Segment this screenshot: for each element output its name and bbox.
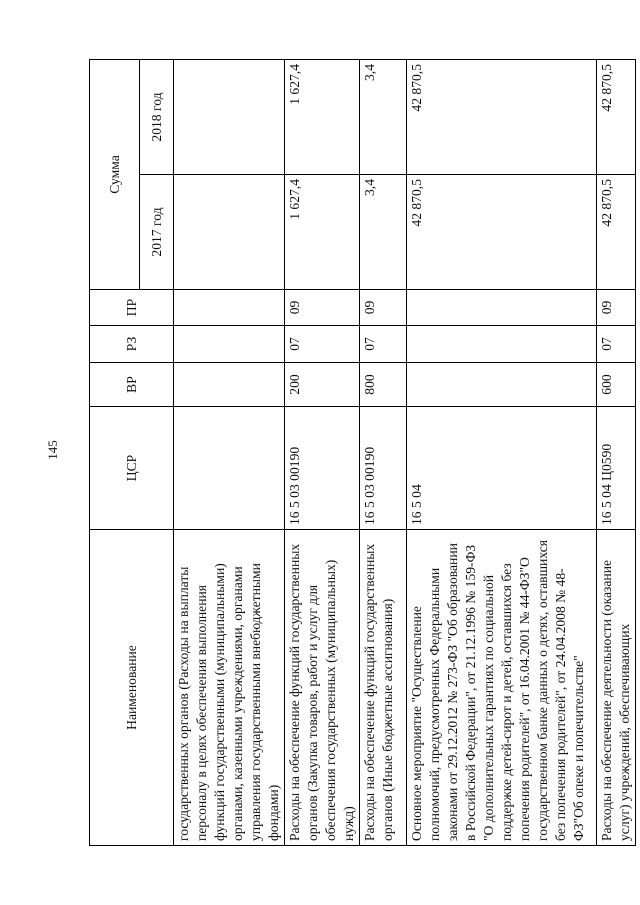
header-2018: 2018 год [140,60,174,175]
cell-2017: 1 627,4 [285,175,360,290]
cell-2017: 42 870,5 [597,175,636,290]
cell-2018: 1 627,4 [285,60,360,175]
header-rz: РЗ [90,326,174,363]
cell-vr: 800 [360,363,407,407]
table-row [360,60,407,846]
table-row [407,60,597,846]
cell-pr [407,290,597,326]
header-vr: ВР [90,363,174,407]
cell-pr: 09 [597,290,636,326]
cell-name: Расходы на обеспечение деятельности (оказание услуг) учреждений, обеспечивающих [597,530,636,846]
header-pr: ПР [90,290,174,326]
cell-name: Расходы на обеспечение функций государственных органов (Иные бюджетные ассигнования) [360,530,407,846]
cell-2018: 42 870,5 [407,60,597,175]
budget-table [89,59,636,846]
cell-rz [407,326,597,363]
cell-2018: 3,4 [360,60,407,175]
cell-2017 [174,175,285,290]
cell-pr [174,290,285,326]
cell-rz: 07 [360,326,407,363]
cell-2017: 3,4 [360,175,407,290]
cell-name: государственных органов (Расходы на выплаты персоналу в целях обеспечения выполнения функций государственными (муниципальными) органами, казенными учреждениями, органами управления государственными внебюджетными фондами) [174,530,285,846]
header-csr: ЦСР [90,407,174,530]
cell-name: Расходы на обеспечение функций государственных органов (Закупка товаров, работ и услуг для обеспечения государственных (муниципальных) нужд) [285,530,360,846]
cell-name: Основное мероприятие "Осуществление полномочий, предусмотренных Федеральными законами от 29.12.2012 № 273-ФЗ "Об образовании в Российской Федерации", от 21.12.1996 № 159-ФЗ "О дополнительных гарантиях по социальной поддержке детей-сирот и детей, оставшихся без попечения родителей", от 16.04.2001 № 44-ФЗ"О государственном банке данных о детях, оставшихся без попечения родителей", от 24.04.2008 № 48-ФЗ"Об опеке и попечительстве" [407,530,597,846]
cell-rz [174,326,285,363]
header-name: Наименование [90,530,174,846]
cell-vr: 600 [597,363,636,407]
table-row [174,60,285,846]
cell-vr [174,363,285,407]
cell-vr [407,363,597,407]
header-2017: 2017 год [140,175,174,290]
cell-2018 [174,60,285,175]
table-row [597,60,636,846]
cell-csr: 16 5 04 [407,407,597,530]
cell-vr: 200 [285,363,360,407]
header-row [90,60,140,846]
cell-csr: 16 5 03 00190 [360,407,407,530]
cell-csr: 16 5 03 00190 [285,407,360,530]
rotated-table-wrapper [89,60,632,846]
cell-rz: 07 [597,326,636,363]
table-row [285,60,360,846]
cell-pr: 09 [285,290,360,326]
cell-2017: 42 870,5 [407,175,597,290]
header-sum: Сумма [90,60,140,290]
page-number: 145 [45,440,60,460]
cell-2018: 42 870,5 [597,60,636,175]
cell-csr [174,407,285,530]
cell-rz: 07 [285,326,360,363]
cell-pr: 09 [360,290,407,326]
cell-csr: 16 5 04 Ц0590 [597,407,636,530]
